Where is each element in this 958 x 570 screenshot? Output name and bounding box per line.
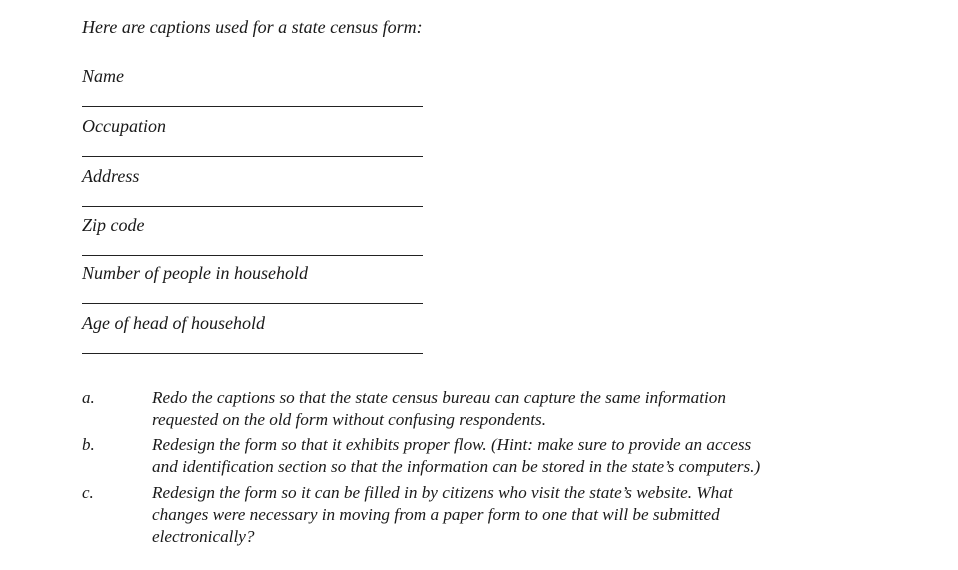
field-caption: Age of head of household [82, 313, 265, 333]
field-underline [82, 353, 423, 354]
question-letter: c. [82, 483, 94, 502]
field-underline [82, 303, 423, 304]
question-line: Redo the captions so that the state census bureau can capture the same information [152, 388, 726, 407]
question-text [152, 482, 942, 548]
field-underline [82, 156, 423, 157]
form-field-household-size [82, 262, 423, 312]
question-line: electronically? [152, 527, 255, 546]
intro-text: Here are captions used for a state census form: [82, 17, 423, 37]
field-caption: Name [82, 66, 124, 86]
question-line: changes were necessary in moving from a paper form to one that will be submitted [152, 505, 720, 524]
field-caption: Address [82, 166, 140, 186]
form-field-zip-code [82, 214, 423, 264]
form-field-head-age [82, 312, 423, 362]
form-field-occupation [82, 115, 423, 165]
field-caption: Number of people in household [82, 263, 308, 283]
field-underline [82, 206, 423, 207]
question-text [152, 434, 942, 478]
question-line: Redesign the form so that it exhibits proper flow. (Hint: make sure to provide an access [152, 435, 752, 454]
field-underline [82, 255, 423, 256]
form-field-name [82, 65, 423, 115]
question-line: and identification section so that the information can be stored in the state’s computers.) [152, 457, 761, 476]
form-field-address [82, 165, 423, 215]
question-line: requested on the old form without confusing respondents. [152, 410, 547, 429]
question-letter: a. [82, 388, 95, 407]
question-text [152, 387, 942, 431]
question-line: Redesign the form so it can be filled in by citizens who visit the state’s website. What [152, 483, 733, 502]
field-caption: Occupation [82, 116, 166, 136]
question-letter: b. [82, 435, 95, 454]
field-caption: Zip code [82, 215, 145, 235]
field-underline [82, 106, 423, 107]
